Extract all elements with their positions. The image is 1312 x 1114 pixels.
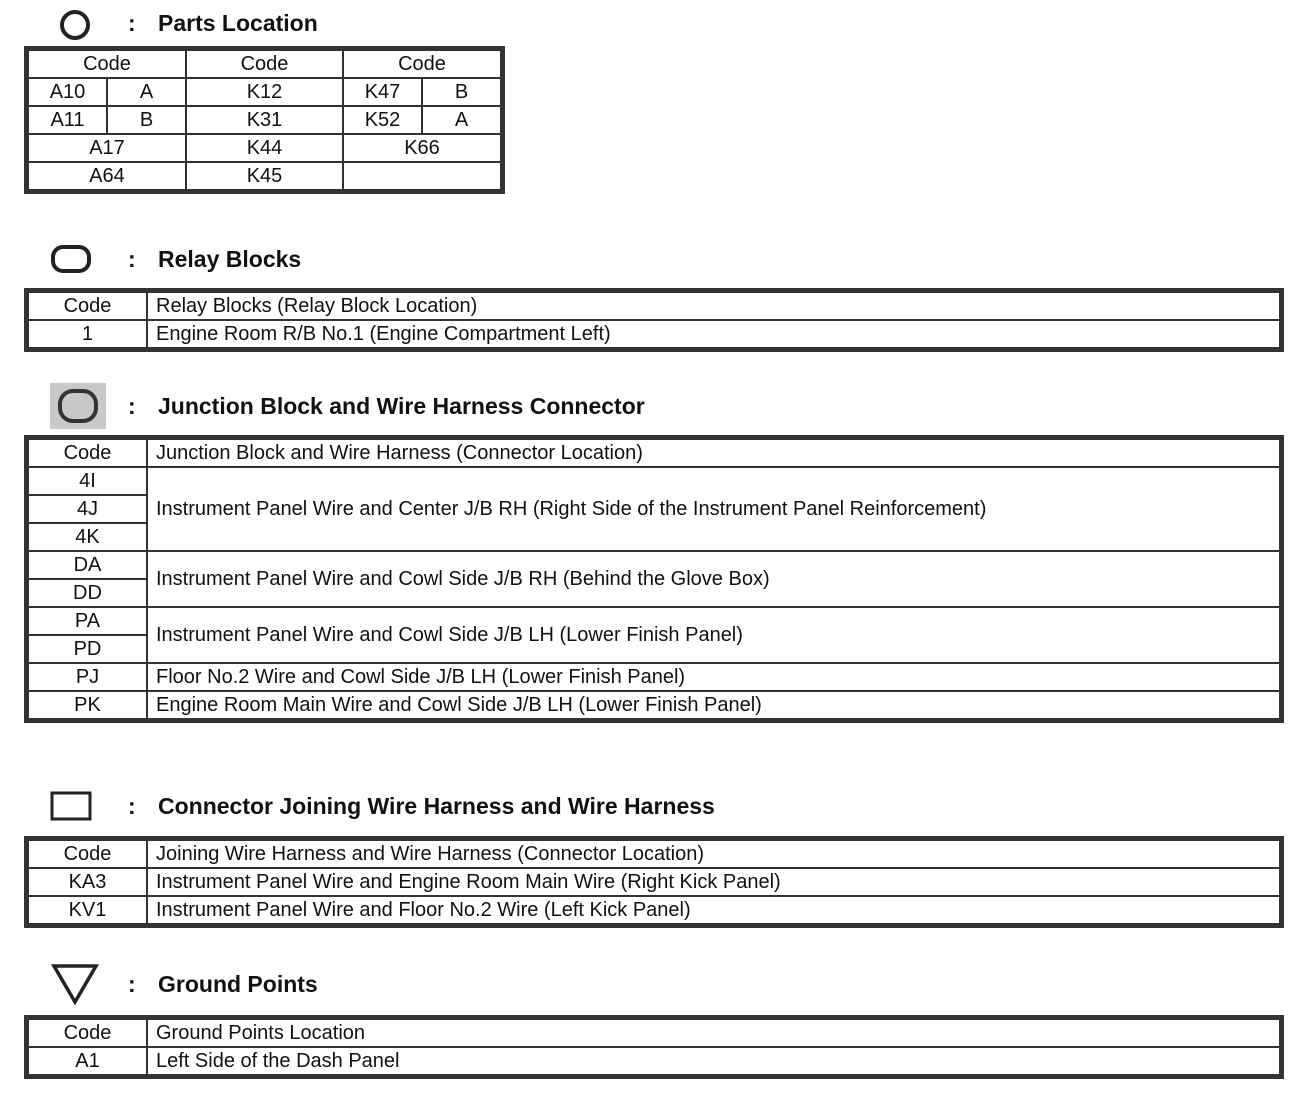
code-cell: A10 — [28, 78, 107, 106]
table-row — [28, 162, 501, 190]
code-variant-cell: A — [107, 78, 186, 106]
colon: : — [128, 971, 136, 997]
junction-block-heading — [0, 383, 900, 423]
code-cell: A17 — [28, 134, 186, 162]
section-title: Connector Joining Wire Harness and Wire Harness — [158, 793, 715, 819]
header-cell-description: Ground Points Location — [147, 1019, 1280, 1047]
code-cell: K12 — [186, 78, 343, 106]
description-cell: Instrument Panel Wire and Cowl Side J/B LH (Lower Finish Panel) — [147, 607, 1280, 663]
code-cell: 4I — [28, 467, 147, 495]
code-cell: PJ — [28, 663, 147, 691]
code-cell: PK — [28, 691, 147, 719]
section-title: Junction Block and Wire Harness Connector — [158, 393, 645, 419]
description-cell: Instrument Panel Wire and Engine Room Main Wire (Right Kick Panel) — [147, 868, 1280, 896]
code-cell: KA3 — [28, 868, 147, 896]
rectangle-icon — [50, 790, 92, 822]
code-cell: DA — [28, 551, 147, 579]
code-cell: K66 — [343, 134, 501, 162]
code-cell: A1 — [28, 1047, 147, 1075]
table-header-row — [28, 1019, 1280, 1047]
header-cell-code: Code — [28, 1019, 147, 1047]
code-variant-cell: B — [422, 78, 501, 106]
circle-icon — [58, 8, 92, 42]
description-cell: Instrument Panel Wire and Center J/B RH (Right Side of the Instrument Panel Reinforcement) — [147, 467, 1280, 551]
code-cell: DD — [28, 579, 147, 607]
table-header-row — [28, 50, 501, 78]
section-title: Parts Location — [158, 10, 318, 36]
parts-location-table — [27, 49, 502, 191]
description-cell: Instrument Panel Wire and Floor No.2 Wire (Left Kick Panel) — [147, 896, 1280, 924]
code-variant-cell: B — [107, 106, 186, 134]
triangle-down-icon — [50, 962, 100, 1006]
ground-points-table — [27, 1018, 1281, 1076]
colon: : — [128, 393, 136, 419]
connector-joining-heading — [0, 784, 900, 824]
description-cell: Engine Room Main Wire and Cowl Side J/B LH (Lower Finish Panel) — [147, 691, 1280, 719]
relay-blocks-table — [27, 291, 1281, 349]
table-row — [28, 868, 1280, 896]
code-cell: PD — [28, 635, 147, 663]
table-row — [28, 467, 1280, 495]
code-cell: 1 — [28, 320, 147, 348]
header-cell-code: Code — [28, 50, 186, 78]
colon: : — [128, 246, 136, 272]
code-cell — [343, 162, 501, 190]
rounded-rect-icon — [50, 244, 92, 274]
section-title: Ground Points — [158, 971, 318, 997]
code-cell: K44 — [186, 134, 343, 162]
ground-points-heading — [0, 962, 600, 1002]
code-cell: 4K — [28, 523, 147, 551]
table-header-row — [28, 439, 1280, 467]
table-row — [28, 691, 1280, 719]
header-cell-description: Junction Block and Wire Harness (Connector Location) — [147, 439, 1280, 467]
table-row — [28, 320, 1280, 348]
connector-joining-table — [27, 839, 1281, 925]
header-cell-code: Code — [28, 840, 147, 868]
junction-block-table — [27, 438, 1281, 720]
code-cell: K52 — [343, 106, 422, 134]
code-cell: K47 — [343, 78, 422, 106]
table-row — [28, 78, 501, 106]
header-cell-code: Code — [186, 50, 343, 78]
table-header-row — [28, 840, 1280, 868]
table-header-row — [28, 292, 1280, 320]
colon: : — [128, 10, 136, 36]
description-cell: Left Side of the Dash Panel — [147, 1047, 1280, 1075]
table-row — [28, 663, 1280, 691]
code-cell: K45 — [186, 162, 343, 190]
header-cell-code: Code — [343, 50, 501, 78]
code-cell: K31 — [186, 106, 343, 134]
code-cell: A64 — [28, 162, 186, 190]
table-row — [28, 134, 501, 162]
code-cell: A11 — [28, 106, 107, 134]
description-cell: Floor No.2 Wire and Cowl Side J/B LH (Lower Finish Panel) — [147, 663, 1280, 691]
header-cell-description: Joining Wire Harness and Wire Harness (Connector Location) — [147, 840, 1280, 868]
code-cell: PA — [28, 607, 147, 635]
header-cell-code: Code — [28, 439, 147, 467]
relay-blocks-heading — [0, 238, 600, 278]
table-row — [28, 1047, 1280, 1075]
table-row — [28, 551, 1280, 579]
parts-location-heading — [0, 4, 600, 44]
header-cell-code: Code — [28, 292, 147, 320]
header-cell-description: Relay Blocks (Relay Block Location) — [147, 292, 1280, 320]
section-title: Relay Blocks — [158, 246, 302, 272]
table-row — [28, 106, 501, 134]
code-cell: 4J — [28, 495, 147, 523]
code-cell: KV1 — [28, 896, 147, 924]
table-row — [28, 896, 1280, 924]
code-variant-cell: A — [422, 106, 501, 134]
shaded-oval-icon — [50, 383, 106, 429]
table-row — [28, 607, 1280, 635]
description-cell: Instrument Panel Wire and Cowl Side J/B RH (Behind the Glove Box) — [147, 551, 1280, 607]
description-cell: Engine Room R/B No.1 (Engine Compartment Left) — [147, 320, 1280, 348]
colon: : — [128, 793, 136, 819]
